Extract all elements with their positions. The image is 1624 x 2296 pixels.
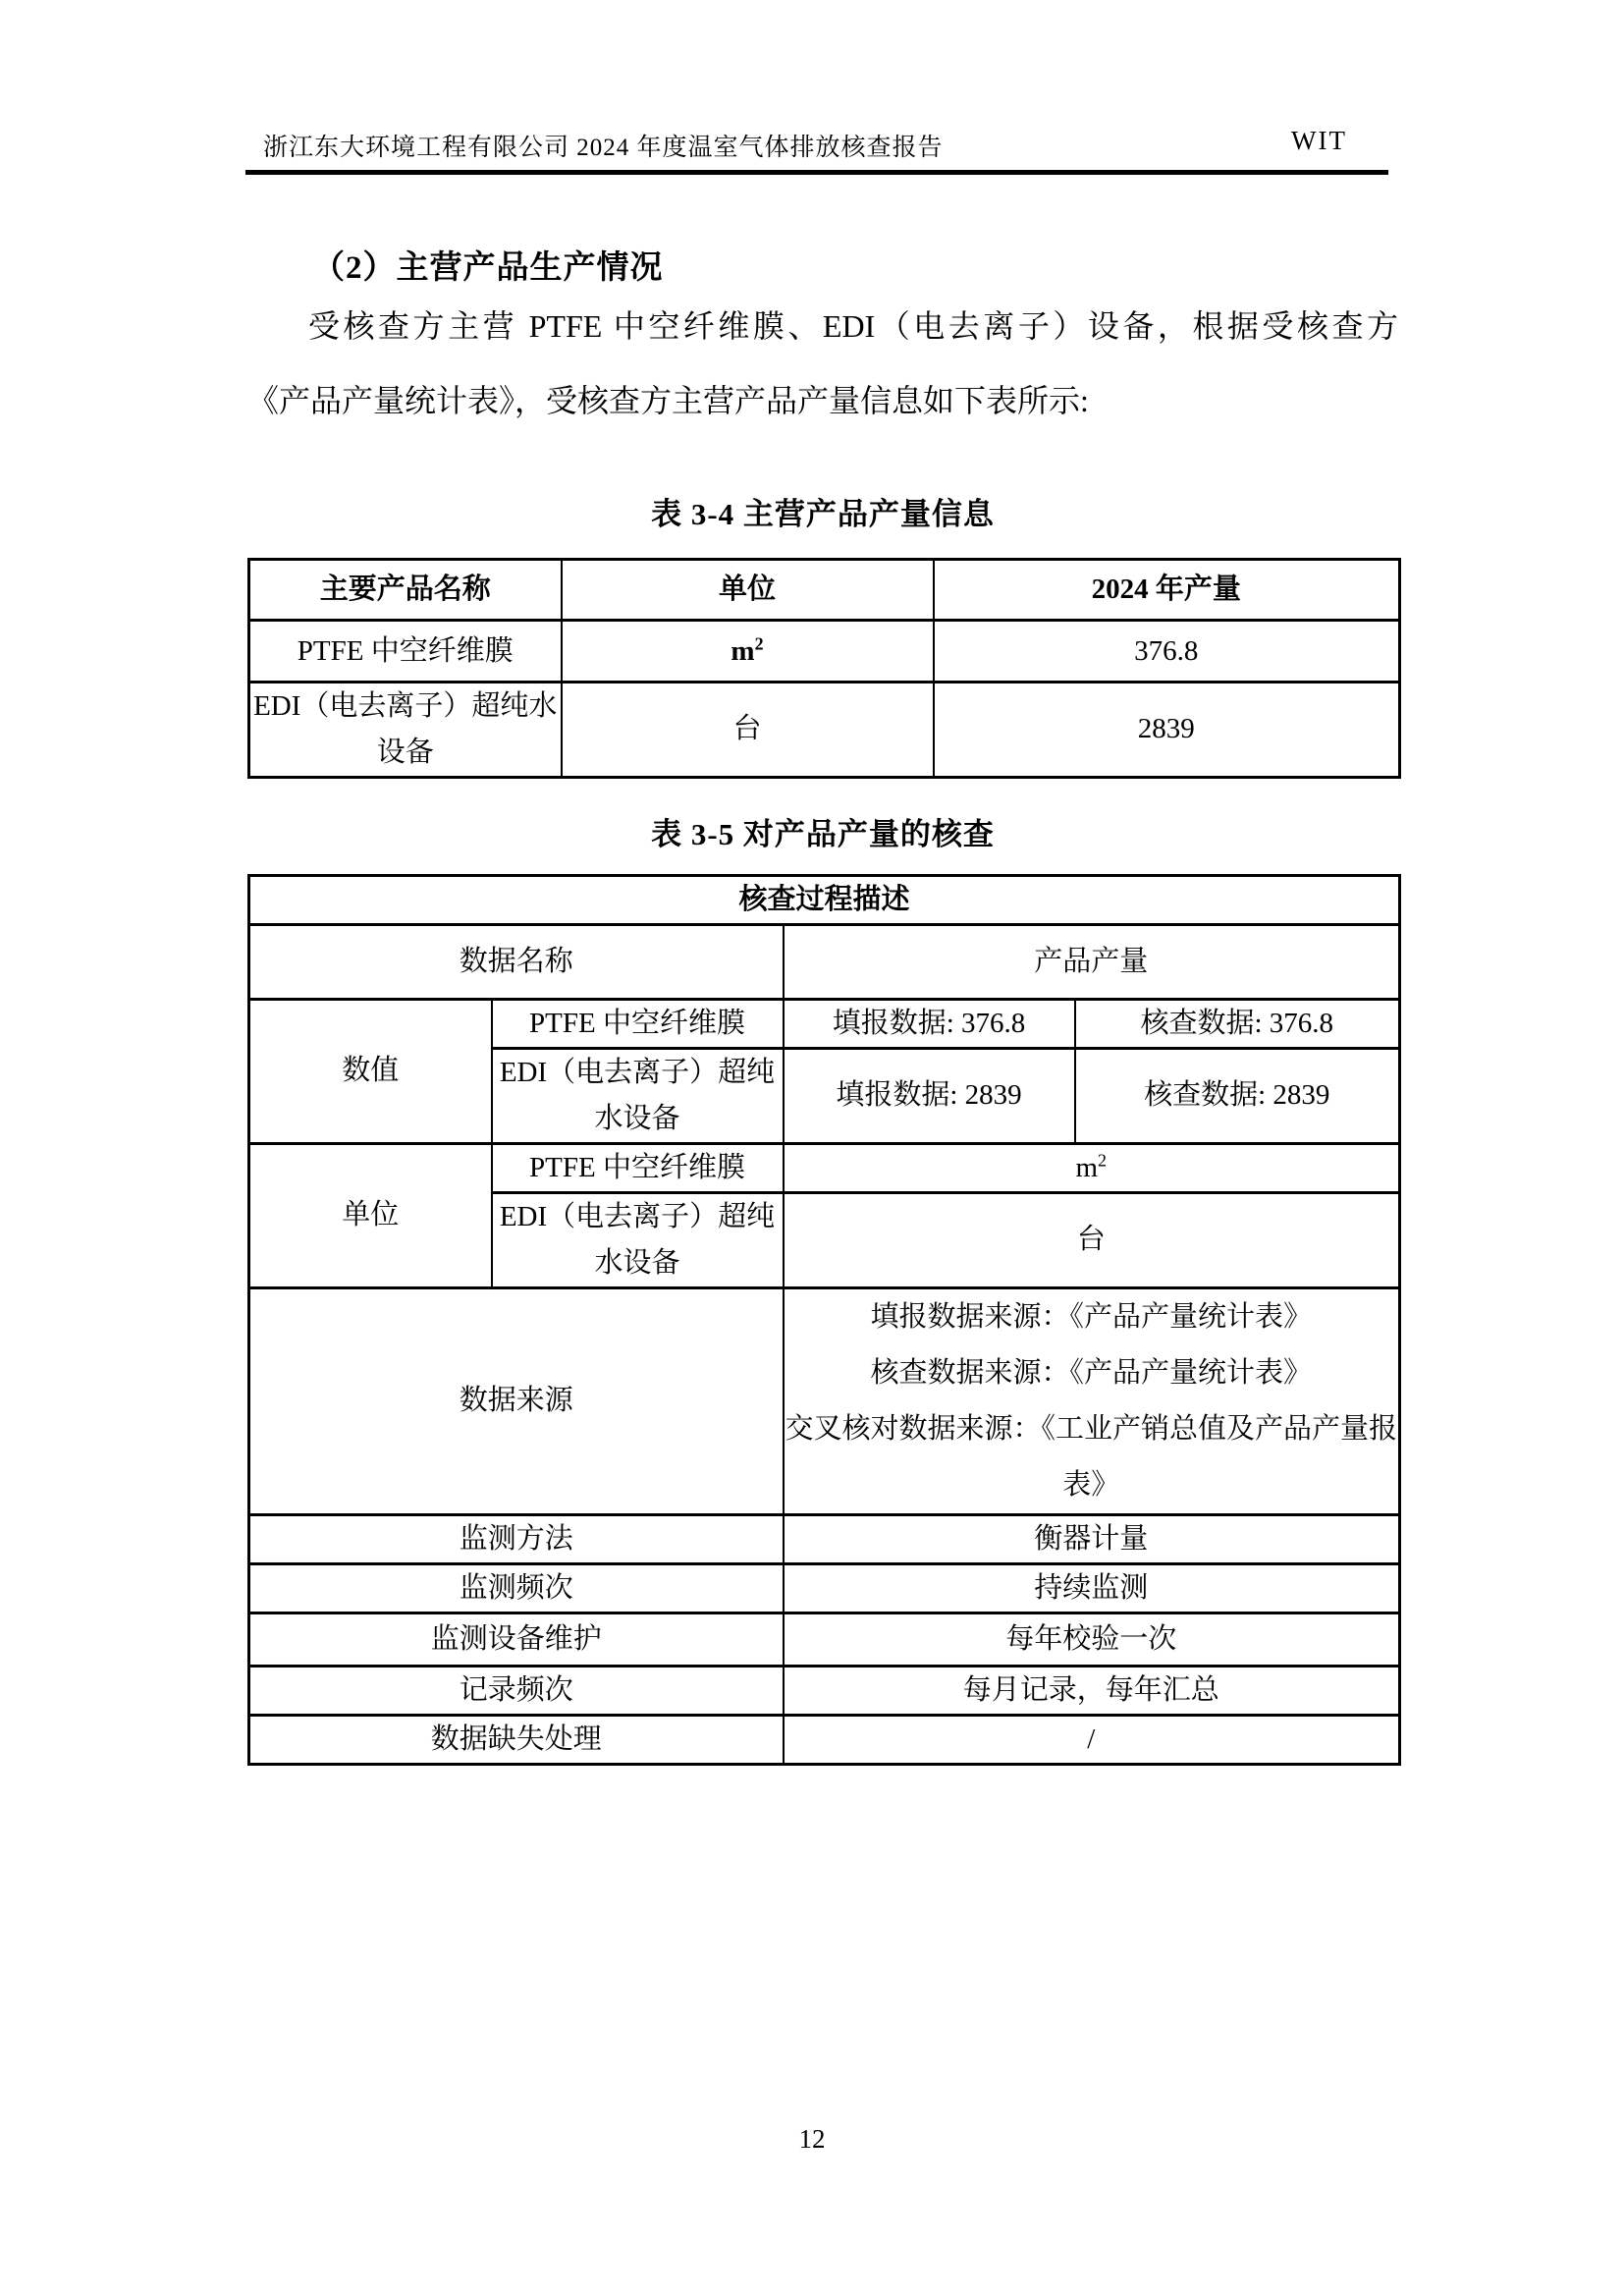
row-value-cell: 每月记录，每年汇总 [784, 1666, 1400, 1715]
data-name-label-cell: 数据名称 [249, 924, 784, 999]
company-logo-text: WIT [1291, 126, 1347, 155]
unit-superscript: 2 [1098, 1150, 1108, 1171]
row-value-cell: 衡器计量 [784, 1514, 1400, 1563]
product-name-cell: PTFE 中空纤维膜 [249, 621, 562, 683]
unit-text: 台 [732, 713, 762, 745]
table-row [249, 1514, 1400, 1563]
output-cell: 376.8 [934, 621, 1400, 683]
table-row [249, 1613, 1400, 1666]
table-row [249, 1666, 1400, 1715]
table-3-5 [247, 874, 1401, 1766]
unit-text: 台 [1076, 1224, 1106, 1256]
table-row [249, 560, 1400, 621]
table-row [249, 876, 1400, 925]
table-row [249, 1563, 1400, 1613]
table-row [249, 683, 1400, 778]
verified-value-cell: 核查数据: 2839 [1075, 1048, 1400, 1143]
table-row [249, 621, 1400, 683]
product-name-cell: EDI（电去离子）超纯水设备 [249, 683, 562, 778]
reported-value-cell: 填报数据: 2839 [784, 1048, 1075, 1143]
table-3-5-title: 表 3-5 对产品产量的核查 [651, 817, 995, 851]
row-label-cell: 监测频次 [249, 1563, 784, 1613]
unit-value-cell [784, 1143, 1400, 1192]
paragraph-line: 《产品产量统计表》，受核查方主营产品产量信息如下表所示: [247, 383, 1089, 418]
unit-section-label-cell: 单位 [249, 1143, 492, 1287]
column-header: 单位 [562, 560, 934, 621]
source-line: 核查数据来源：《产品产量统计表》 [870, 1356, 1313, 1389]
table-row [249, 924, 1400, 999]
body-paragraph [247, 289, 1398, 438]
product-label-cell: PTFE 中空纤维膜 [492, 999, 784, 1048]
verified-value-cell: 核查数据: 376.8 [1075, 999, 1400, 1048]
source-line: 交叉核对数据来源：《工业产销总值及产品产量报表》 [785, 1412, 1398, 1501]
header-rule [245, 170, 1388, 175]
row-value-cell: / [784, 1715, 1400, 1764]
source-label-cell: 数据来源 [249, 1287, 784, 1514]
column-header: 主要产品名称 [249, 560, 562, 621]
source-line: 填报数据来源：《产品产量统计表》 [870, 1300, 1313, 1333]
reported-value-cell: 填报数据: 376.8 [784, 999, 1075, 1048]
process-header-cell: 核查过程描述 [249, 876, 1400, 925]
unit-text: m [731, 634, 755, 667]
row-label-cell: 数据缺失处理 [249, 1715, 784, 1764]
row-label-cell: 监测方法 [249, 1514, 784, 1563]
table-row [249, 999, 1400, 1048]
unit-value-cell [784, 1192, 1400, 1287]
table-row [249, 1287, 1400, 1514]
value-section-label-cell: 数值 [249, 999, 492, 1143]
unit-text: m [1075, 1151, 1099, 1183]
unit-superscript: 2 [754, 632, 764, 653]
unit-cell [562, 621, 934, 683]
table-row [249, 1715, 1400, 1764]
row-label-cell: 监测设备维护 [249, 1613, 784, 1666]
column-header: 2024 年产量 [934, 560, 1400, 621]
row-value-cell: 每年校验一次 [784, 1613, 1400, 1666]
product-label-cell: EDI（电去离子）超纯水设备 [492, 1192, 784, 1287]
unit-cell [562, 683, 934, 778]
product-label-cell: PTFE 中空纤维膜 [492, 1143, 784, 1192]
output-cell: 2839 [934, 683, 1400, 778]
page-number: 12 [798, 2124, 826, 2154]
table-row [249, 1143, 1400, 1192]
row-label-cell: 记录频次 [249, 1666, 784, 1715]
table-3-4 [247, 558, 1401, 779]
page-header-title: 浙江东大环境工程有限公司 2024 年度温室气体排放核查报告 [263, 135, 944, 161]
data-name-value-cell: 产品产量 [784, 924, 1400, 999]
source-lines-cell [784, 1287, 1400, 1514]
table-3-4-title: 表 3-4 主营产品产量信息 [651, 497, 995, 531]
product-label-cell: EDI（电去离子）超纯水设备 [492, 1048, 784, 1143]
section-heading: （2）主营产品生产情况 [312, 250, 664, 286]
row-value-cell: 持续监测 [784, 1563, 1400, 1613]
paragraph-line: 受核查方主营 PTFE 中空纤维膜、EDI（电去离子）设备，根据受核查方 [308, 308, 1398, 344]
